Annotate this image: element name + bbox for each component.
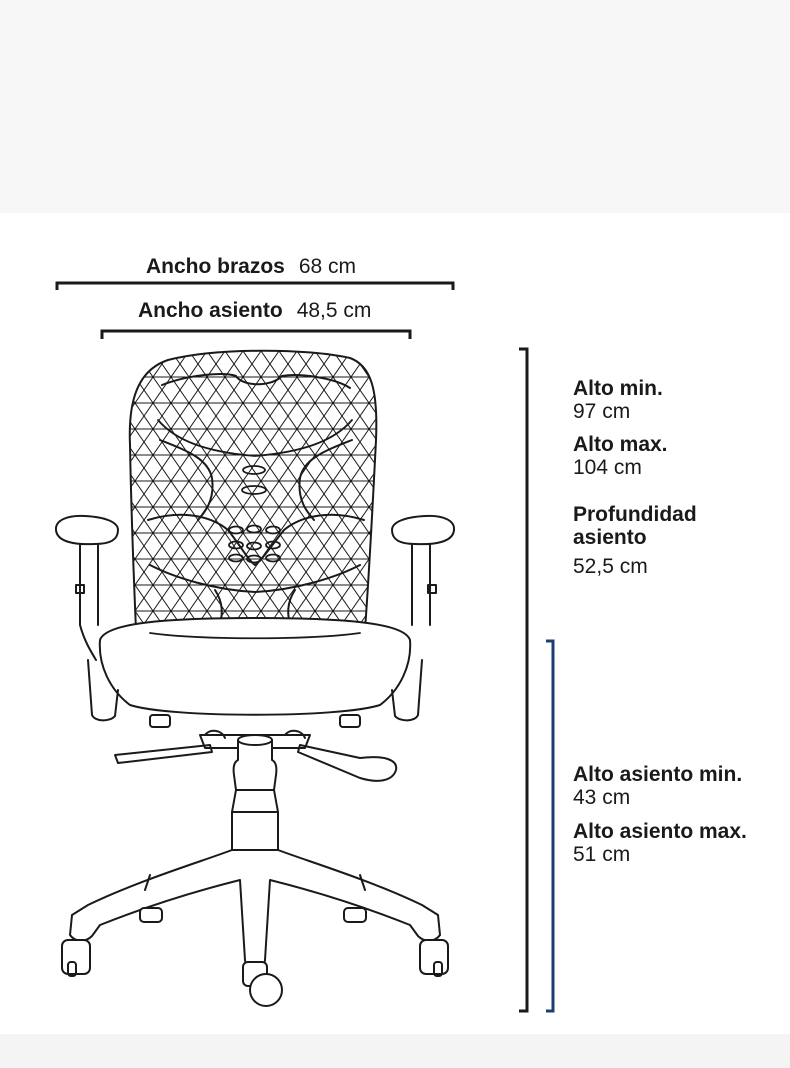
left-armrest-pad [56, 516, 118, 544]
spec-label: Alto min. [573, 377, 663, 400]
spec-label: Alto max. [573, 433, 668, 456]
seat-width-label: Ancho asiento [138, 299, 283, 322]
spec-value: 104 cm [573, 456, 642, 479]
spec-value: 43 cm [573, 786, 631, 809]
spec-value: 52,5 cm [573, 555, 648, 578]
arm-width-bracket [57, 283, 453, 290]
right-armrest-pad [392, 516, 454, 544]
arm-width-label: Ancho brazos [146, 255, 285, 278]
overall-height-bracket [519, 349, 527, 1011]
spec-value: 51 cm [573, 843, 631, 866]
seat-cushion [100, 618, 410, 715]
spec-label: Alto asiento min. [573, 763, 743, 786]
gas-cylinder [234, 740, 277, 790]
seat-width-value: 48,5 cm [296, 299, 372, 322]
chair-base [70, 850, 440, 966]
spec-label: Profundidad asiento [573, 503, 697, 549]
chair-illustration [56, 340, 454, 1006]
seat-height-bracket [546, 641, 553, 1011]
arm-width-value: 68 cm [298, 255, 357, 278]
seat-width-bracket [102, 331, 410, 339]
spec-label: Alto asiento max. [573, 820, 747, 843]
spec-value: 97 cm [573, 400, 631, 423]
